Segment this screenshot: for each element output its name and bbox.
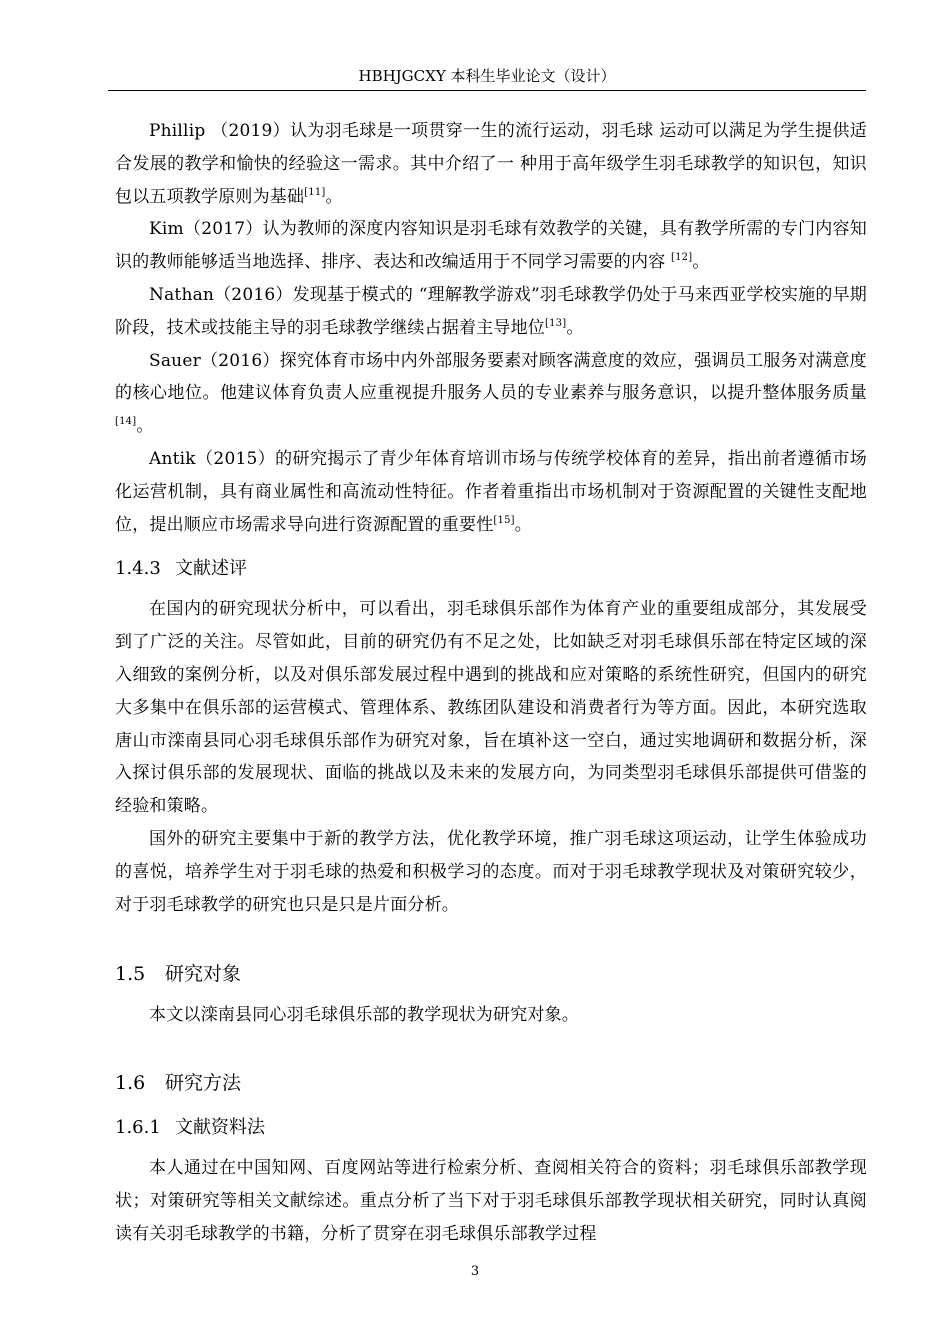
paragraph-tail: 。	[692, 252, 710, 273]
citation-14: [14]	[115, 416, 137, 428]
paragraph-tail: 。	[514, 514, 532, 535]
paragraph-text: Nathan（2016）发现基于模式的 “理解教学游戏”羽毛球教学仍处于马来西亚学校实施的早期阶段，技术或技能主导的羽毛球教学继续占据着主导地位	[115, 284, 867, 338]
paragraph-text: Phillip （2019）认为羽毛球是一项贯穿一生的流行运动，羽毛球 运动可以满足为学生提供适合发展的教学和愉快的经验这一需求。其中介绍了一 种用于高年级学生羽毛球教学的知识包，知识包以五项教学原则为基础	[115, 121, 867, 207]
paragraph-tail: 。	[566, 317, 584, 338]
heading-1-6-1	[115, 1116, 867, 1140]
heading-1-5	[115, 961, 867, 987]
paragraph-text: Antik（2015）的研究揭示了青少年体育培训市场与传统学校体育的差异，指出前者遵循市场化运营机制，具有商业属性和高流动性特征。作者着重指出市场机制对于资源配置的关键性支配地位，提出顺应市场需求导向进行资源配置的重要性	[115, 448, 867, 535]
paragraph-antik	[115, 443, 867, 541]
heading-number: 1.6	[115, 1072, 146, 1095]
paragraph-tail: 。	[325, 186, 343, 207]
paragraph-kim	[115, 213, 867, 279]
heading-number: 1.4.3	[115, 558, 161, 580]
paragraph-text: Sauer（2016）探究体育市场中内外部服务要素对顾客满意度的效应，强调员工服务对满意度的核心地位。他建议体育负责人应重视提升服务人员的专业素养与服务意识，以提升整体服务质量	[115, 350, 867, 404]
citation-11: [11]	[304, 186, 326, 198]
paragraph-nathan	[115, 279, 867, 345]
heading-1-6	[115, 1070, 867, 1096]
paragraph-research-object: 本文以滦南县同心羽毛球俱乐部的教学现状为研究对象。	[149, 1005, 579, 1026]
header-rule	[108, 90, 866, 91]
heading-title: 文献述评	[175, 558, 247, 580]
paragraph-tail: 。	[136, 416, 154, 437]
paragraph-literature-method: 本人通过在中国知网、百度网站等进行检索分析、查阅相关符合的资料；羽毛球俱乐部教学现状；对策研究等相关文献综述。重点分析了当下对于羽毛球俱乐部教学现状相关研究，同时认真阅读有关羽毛球教学的书籍，分析了贯穿在羽毛球俱乐部教学过程	[115, 1158, 867, 1244]
citation-13: [13]	[545, 317, 567, 329]
heading-1-4-3	[115, 557, 867, 581]
paragraph-sauer	[115, 345, 867, 443]
running-header: HBHJGCXY 本科生毕业论文（设计）	[358, 67, 616, 85]
citation-15: [15]	[493, 514, 515, 526]
heading-title: 研究方法	[165, 1072, 242, 1095]
heading-title: 研究对象	[165, 963, 242, 986]
heading-title: 文献资料法	[175, 1117, 265, 1139]
paragraph-review-domestic: 在国内的研究现状分析中，可以看出，羽毛球俱乐部作为体育产业的重要组成部分，其发展受到了广泛的关注。尽管如此，目前的研究仍有不足之处，比如缺乏对羽毛球俱乐部在特定区域的深入细致的案例分析，以及对俱乐部发展过程中遇到的挑战和应对策略的系统性研究，但国内的研究大多集中在俱乐部的运营模式、管理体系、教练团队建设和消费者行为等方面。因此，本研究选取唐山市滦南县同心羽毛球俱乐部作为研究对象，旨在填补这一空白，通过实地调研和数据分析，深入探讨俱乐部的发展现状、面临的挑战以及未来的发展方向，为同类型羽毛球俱乐部提供可借鉴的经验和策略。	[115, 599, 867, 817]
citation-12: [12]	[671, 252, 693, 264]
body-content	[115, 115, 867, 1251]
page-number: 3	[470, 1264, 480, 1279]
paragraph-phillip	[115, 115, 867, 213]
paragraph-review-foreign: 国外的研究主要集中于新的教学方法，优化教学环境，推广羽毛球这项运动，让学生体验成功的喜悦，培养学生对于羽毛球的热爱和积极学习的态度。而对于羽毛球教学现状及对策研究较少，对于羽毛球教学的研究也只是只是片面分析。	[115, 828, 867, 915]
heading-number: 1.6.1	[115, 1117, 161, 1139]
heading-number: 1.5	[115, 963, 146, 986]
paragraph-text: Kim（2017）认为教师的深度内容知识是羽毛球有效教学的关键，具有教学所需的专门内容知识的教师能够适当地选择、排序、表达和改编适用于不同学习需要的内容	[115, 219, 867, 273]
